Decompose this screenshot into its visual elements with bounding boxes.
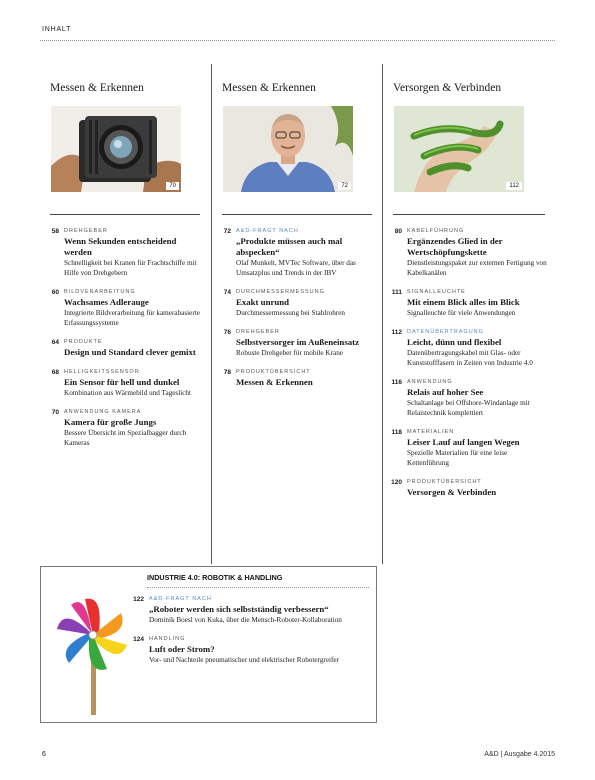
entry-page: 112 <box>391 329 402 336</box>
entry-description: Vor- und Nachteile pneumatischer und elektrischer Robotergreifer <box>149 656 339 664</box>
entry-category: ANWENDUNG <box>407 379 453 385</box>
entry-title[interactable]: Wachsames Adlerauge <box>64 297 149 307</box>
toc-entry[interactable] <box>212 288 382 318</box>
toc-entry[interactable] <box>40 368 210 398</box>
entry-description: Integrierte Bildverarbeitung für kamerabasierte Erfassungssysteme <box>64 309 200 327</box>
entry-title[interactable]: Ergänzendes Glied in der Wertschöpfungskette <box>407 236 503 257</box>
entry-description: Durchmessermessung bei Stahlrohren <box>236 309 345 317</box>
entry-category: BILDVERARBEITUNG <box>64 289 136 295</box>
entry-page: 72 <box>223 228 231 235</box>
entry-description: Datenübertragungskabel mit Glas- oder Kunststofffasern in Zeiten von Industrie 4.0 <box>407 349 533 367</box>
entry-description: Kombination aus Wärmebild und Tageslicht <box>64 389 191 397</box>
entry-title[interactable]: Luft oder Strom? <box>149 644 215 654</box>
toc-entry[interactable] <box>212 227 382 278</box>
toc-entry[interactable] <box>40 288 210 328</box>
entry-page: 116 <box>391 379 402 386</box>
entry-page: 64 <box>51 339 59 346</box>
photo-page-number: 112 <box>506 182 522 190</box>
entry-page: 124 <box>133 636 144 643</box>
toc-entries <box>40 227 210 448</box>
column-title: Messen & Erkennen <box>222 82 316 94</box>
column-title: Messen & Erkennen <box>50 82 144 94</box>
entry-category: KABELFÜHRUNG <box>407 228 465 234</box>
entry-title[interactable]: Relais auf hoher See <box>407 387 484 397</box>
entry-title[interactable]: Mit einem Blick alles im Blick <box>407 297 520 307</box>
toc-column-3 <box>383 62 555 508</box>
toc-entry[interactable] <box>125 635 370 665</box>
feature-box <box>40 566 377 723</box>
entry-page: 70 <box>51 409 59 416</box>
toc-entry[interactable] <box>383 428 555 468</box>
toc-entries <box>212 227 382 388</box>
toc-column-2 <box>212 62 382 398</box>
photo-page-number: 70 <box>166 182 179 190</box>
entry-category: A&D-FRAGT NACH <box>236 228 299 234</box>
entry-page: 76 <box>223 329 231 336</box>
entry-description: Olaf Munkelt, MVTec Software, über das Umsatzplus und Trends in der IBV <box>236 259 356 277</box>
entry-category: HELLIGKEITSSENSOR <box>64 369 140 375</box>
entry-description: Schnelligkeit bei Kranen für Frachtschiffe mit Hilfe von Drehgebern <box>64 259 197 277</box>
entry-title[interactable]: „Roboter werden sich selbstständig verbessern“ <box>149 604 329 614</box>
column-rule <box>50 214 200 215</box>
entry-page: 111 <box>391 289 402 296</box>
toc-entry[interactable] <box>125 595 370 625</box>
entry-title[interactable]: Wenn Sekunden entscheidend werden <box>64 236 177 257</box>
entry-title[interactable]: Exakt unrund <box>236 297 290 307</box>
entry-title[interactable]: Design und Standard clever gemixt <box>64 347 196 357</box>
toc-entry[interactable] <box>383 378 555 418</box>
entry-description: Signalleuchte für viele Anwendungen <box>407 309 516 317</box>
box-divider <box>147 587 369 588</box>
entry-description: Dominik Boesl von Kuka, über die Mensch-Roboter-Kollaboration <box>149 616 342 624</box>
entry-page: 78 <box>223 369 231 376</box>
entry-category: HANDLING <box>149 636 186 642</box>
column-title: Versorgen & Verbinden <box>393 82 502 94</box>
toc-entries <box>383 227 555 498</box>
entry-category: SIGNALLEUCHTE <box>407 289 466 295</box>
toc-entry[interactable] <box>383 328 555 368</box>
entry-title[interactable]: Kamera für große Jungs <box>64 417 157 427</box>
entry-title[interactable]: Messen & Erkennen <box>236 377 313 387</box>
cable-hand-photo <box>394 106 524 192</box>
entry-category: A&D-FRAGT NACH <box>149 596 212 602</box>
entry-category: DREHGEBER <box>236 329 280 335</box>
toc-entry[interactable] <box>40 338 210 358</box>
section-label: INHALT <box>42 26 72 33</box>
photo-page-number: 72 <box>338 182 351 190</box>
entry-category: DURCHMESSERMESSUNG <box>236 289 325 295</box>
entry-description: Dienstleistungspaket zur externen Fertigung von Kabelkanälen <box>407 259 547 277</box>
toc-entry[interactable] <box>383 288 555 318</box>
column-rule <box>222 214 372 215</box>
entry-category: MATERIALIEN <box>407 429 455 435</box>
entry-category: PRODUKTE <box>64 339 103 345</box>
entry-category: ANWENDUNG KAMERA <box>64 409 142 415</box>
entry-title[interactable]: Versorgen & Verbinden <box>407 487 497 497</box>
entry-title[interactable]: Leiser Lauf auf langen Wegen <box>407 437 520 447</box>
entry-page: 60 <box>51 289 59 296</box>
toc-entry[interactable] <box>212 328 382 358</box>
entry-category: DATENÜBERTRAGUNG <box>407 329 484 335</box>
toc-column-1 <box>40 62 210 458</box>
box-heading: INDUSTRIE 4.0: ROBOTIK & HANDLING <box>147 573 283 582</box>
entry-page: 80 <box>394 228 402 235</box>
toc-entry[interactable] <box>212 368 382 388</box>
portrait-photo <box>223 106 353 192</box>
entry-description: Robuste Drehgeber für mobile Krane <box>236 349 343 357</box>
entry-title[interactable]: Ein Sensor für hell und dunkel <box>64 377 180 387</box>
toc-entry[interactable] <box>383 478 555 498</box>
entry-title[interactable]: Selbstversorger im Außeneinsatz <box>236 337 359 347</box>
magazine-issue: A&D | Ausgabe 4.2015 <box>484 751 555 758</box>
entry-title[interactable]: „Produkte müssen auch mal abspecken“ <box>236 236 343 257</box>
entry-category: DREHGEBER <box>64 228 108 234</box>
entry-page: 58 <box>51 228 59 235</box>
entry-page: 118 <box>391 429 402 436</box>
entry-page: 122 <box>133 596 144 603</box>
entry-page: 68 <box>51 369 59 376</box>
entry-title[interactable]: Leicht, dünn und flexibel <box>407 337 502 347</box>
column-rule <box>393 214 545 215</box>
toc-entry[interactable] <box>40 408 210 448</box>
camera-photo <box>51 106 181 192</box>
entry-category: PRODUKTÜBERSICHT <box>407 479 482 485</box>
entry-page: 120 <box>391 479 402 486</box>
entry-description: Schaltanlage bei Offshore-Windanlage mit Relaistechnik komplettiert <box>407 399 530 417</box>
entry-category: PRODUKTÜBERSICHT <box>236 369 311 375</box>
entry-description: Spezielle Materialien für eine leise Kettenführung <box>407 449 508 467</box>
toc-entry[interactable] <box>40 227 210 278</box>
entry-description: Bessere Übersicht im Spezialbagger durch Kameras <box>64 429 187 447</box>
header-divider <box>40 40 555 41</box>
toc-entry[interactable] <box>383 227 555 278</box>
box-entries <box>125 595 370 675</box>
entry-page: 74 <box>223 289 231 296</box>
page-number: 6 <box>42 751 46 758</box>
